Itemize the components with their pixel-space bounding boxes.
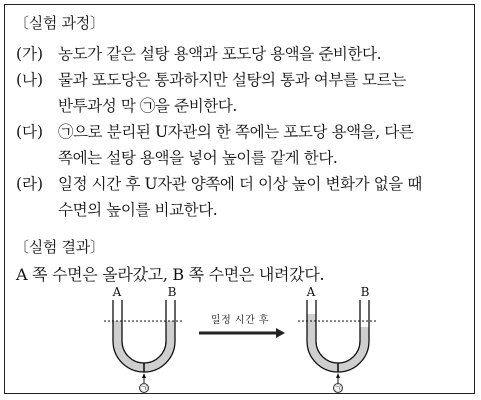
step-ga-label: (가) [16,45,44,63]
step-na-text-2: 반투과성 막 ㉠을 준비한다. [58,97,237,115]
step-da-text-2: 쪽에는 설탕 용액을 넣어 높이를 같게 한다. [58,149,338,167]
step-ra-text-1: 일정 시간 후 U자관 양쪽에 더 이상 높이 변화가 없을 때 [58,175,422,193]
procedure-heading: 〔실험 과정〕 [14,14,105,32]
step-na-label: (나) [16,71,44,89]
time-arrow [199,313,285,338]
step-na-text-1: 물과 포도당은 통과하지만 설탕의 통과 여부를 모르는 [58,71,406,89]
step-da-label: (다) [16,123,44,141]
u-tube-after [298,285,378,393]
membrane-label-after: ㉠ [334,384,342,393]
label-b-before: B [167,285,177,299]
step-da-text-1: ㉠으로 분리된 U자관의 한 쪽에는 포도당 용액을, 다른 [58,123,414,141]
u-tube-diagram [0,282,481,394]
label-a-before: A [112,285,122,299]
membrane-label-before: ㉠ [140,384,148,393]
result-heading: 〔실험 결과〕 [14,238,105,256]
step-ra-label: (라) [16,175,44,193]
u-tube-before [104,285,184,393]
step-ga-text: 농도가 같은 설탕 용액과 포도당 용액을 준비한다. [58,45,382,63]
label-a-after: A [306,285,316,299]
step-ra-text-2: 수면의 높이를 비교한다. [58,201,218,219]
label-b-after: B [360,285,370,299]
arrow-label: 일정 시간 후 [210,315,270,326]
result-text: A 쪽 수면은 올라갔고, B 쪽 수면은 내려갔다. [16,265,325,284]
